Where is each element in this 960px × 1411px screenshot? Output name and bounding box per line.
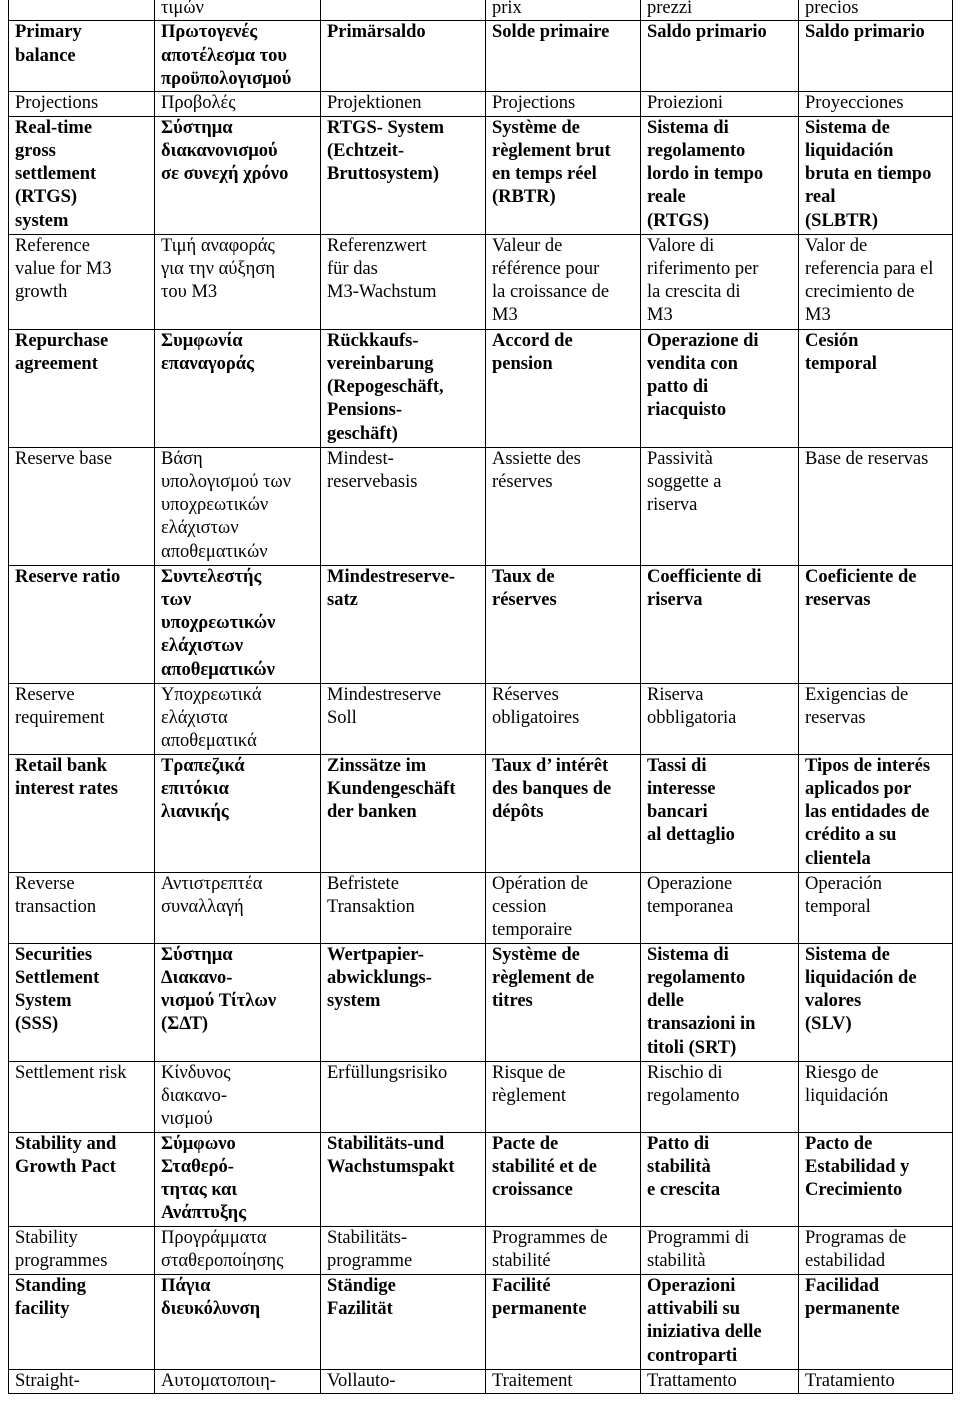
spanish-term-cell: Operación temporal [799,872,953,943]
table-row [9,1226,953,1274]
german-term-cell: Mindest- reservebasis [321,447,486,565]
spanish-term-cell: Riesgo de liquidación [799,1061,953,1132]
spanish-term-cell: Pacto de Estabilidad y Crecimiento [799,1132,953,1226]
table-row [9,754,953,872]
english-term-cell: Straight- [9,1369,155,1393]
english-term-cell: Repurchase agreement [9,329,155,447]
german-term-cell: Erfüllungsrisiko [321,1061,486,1132]
spanish-term-cell: Valor de referencia para el crecimiento de M3 [799,234,953,329]
english-term-cell: Reference value for M3 growth [9,234,155,329]
table-row [9,943,953,1061]
english-term-cell: Retail bank interest rates [9,754,155,872]
italian-term-cell: Coefficiente di riserva [641,565,799,683]
english-term-cell: Reserve base [9,447,155,565]
italian-term-cell: Patto di stabilità e crescita [641,1132,799,1226]
greek-term-cell: Προβολές [155,92,321,116]
english-term-cell: Real-time gross settlement (RTGS) system [9,116,155,234]
english-term-cell: Reverse transaction [9,872,155,943]
greek-term-cell: Βάση υπολογισμού των υποχρεωτικών ελάχιστων αποθεματικών [155,447,321,565]
french-term-cell: Accord de pension [486,329,641,447]
italian-term-cell: Programmi di stabilità [641,1226,799,1274]
french-term-cell: Facilité permanente [486,1274,641,1369]
italian-term-cell: Valore di riferimento per la crescita di M3 [641,234,799,329]
english-term-cell: Stability programmes [9,1226,155,1274]
greek-term-cell: Αυτοματοποιη- [155,1369,321,1393]
italian-term-cell: Sistema di regolamento delle transazioni in titoli (SRT) [641,943,799,1061]
german-term-cell [321,0,486,21]
greek-term-cell: Σύμφωνο Σταθερό- τητας και Ανάπτυξης [155,1132,321,1226]
spanish-term-cell: Programas de estabilidad [799,1226,953,1274]
french-term-cell: Système de règlement brut en temps réel (RBTR) [486,116,641,234]
greek-term-cell: Υποχρεωτικά ελάχιστα αποθεματικά [155,683,321,754]
table-row [9,234,953,329]
french-term-cell: Taux d’ intérêt des banques de dépôts [486,754,641,872]
german-term-cell: Zinssätze im Kundengeschäft der banken [321,754,486,872]
italian-term-cell: Trattamento [641,1369,799,1393]
italian-term-cell: Passività soggette a riserva [641,447,799,565]
french-term-cell: Traitement [486,1369,641,1393]
table-row [9,447,953,565]
table-row [9,92,953,116]
spanish-term-cell: Tratamiento [799,1369,953,1393]
french-term-cell: Risque de règlement [486,1061,641,1132]
greek-term-cell: Συμφωνία επαναγοράς [155,329,321,447]
italian-term-cell: prezzi [641,0,799,21]
greek-term-cell: Συντελεστής των υποχρεωτικών ελάχιστων αποθεματικών [155,565,321,683]
german-term-cell: Referenzwert für das M3-Wachstum [321,234,486,329]
glossary-table [8,0,953,1394]
greek-term-cell: τιμών [155,0,321,21]
english-term-cell: Primary balance [9,21,155,92]
spanish-term-cell: Exigencias de reservas [799,683,953,754]
spanish-term-cell: Saldo primario [799,21,953,92]
greek-term-cell: Τραπεζικά επιτόκια λιανικής [155,754,321,872]
german-term-cell: Wertpapier- abwicklungs- system [321,943,486,1061]
english-term-cell: Stability and Growth Pact [9,1132,155,1226]
spanish-term-cell: Sistema de liquidación de valores (SLV) [799,943,953,1061]
french-term-cell: Assiette des réserves [486,447,641,565]
german-term-cell: Ständige Fazilität [321,1274,486,1369]
italian-term-cell: Riserva obbligatoria [641,683,799,754]
table-row [9,329,953,447]
spanish-term-cell: Sistema de liquidación bruta en tiempo real (SLBTR) [799,116,953,234]
french-term-cell: Pacte de stabilité et de croissance [486,1132,641,1226]
spanish-term-cell: Cesión temporal [799,329,953,447]
italian-term-cell: Tassi di interesse bancari al dettaglio [641,754,799,872]
table-row [9,21,953,92]
english-term-cell: Standing facility [9,1274,155,1369]
table-row [9,1061,953,1132]
italian-term-cell: Sistema di regolamento lordo in tempo reale (RTGS) [641,116,799,234]
english-term-cell: Projections [9,92,155,116]
italian-term-cell: Proiezioni [641,92,799,116]
spanish-term-cell: Proyecciones [799,92,953,116]
table-row [9,1274,953,1369]
table-row [9,116,953,234]
german-term-cell: Befristete Transaktion [321,872,486,943]
german-term-cell: Stabilitäts-und Wachstumspakt [321,1132,486,1226]
german-term-cell: Mindestreserve- satz [321,565,486,683]
spanish-term-cell: Facilidad permanente [799,1274,953,1369]
french-term-cell: Taux de réserves [486,565,641,683]
german-term-cell: Stabilitäts- programme [321,1226,486,1274]
table-row [9,1369,953,1393]
greek-term-cell: Σύστημα διακανονισμού σε συνεχή χρόνο [155,116,321,234]
italian-term-cell: Operazione di vendita con patto di riacquisto [641,329,799,447]
greek-term-cell: Σύστημα Διακανο- νισμού Τίτλων (ΣΔΤ) [155,943,321,1061]
german-term-cell: Projektionen [321,92,486,116]
german-term-cell: Primärsaldo [321,21,486,92]
french-term-cell: Réserves obligatoires [486,683,641,754]
italian-term-cell: Operazione temporanea [641,872,799,943]
english-term-cell: Settlement risk [9,1061,155,1132]
english-term-cell: Reserve ratio [9,565,155,683]
spanish-term-cell: precios [799,0,953,21]
german-term-cell: Mindestreserve Soll [321,683,486,754]
spanish-term-cell: Base de reservas [799,447,953,565]
german-term-cell: RTGS- System (Echtzeit- Bruttosystem) [321,116,486,234]
english-term-cell: Reserve requirement [9,683,155,754]
greek-term-cell: Προγράμματα σταθεροποίησης [155,1226,321,1274]
table-row [9,1132,953,1226]
english-term-cell [9,0,155,21]
spanish-term-cell: Tipos de interés aplicados por las entidades de crédito a su clientela [799,754,953,872]
french-term-cell: Valeur de référence pour la croissance de M3 [486,234,641,329]
table-row [9,565,953,683]
table-row [9,683,953,754]
greek-term-cell: Κίνδυνος διακανο- νισμού [155,1061,321,1132]
greek-term-cell: Πρωτογενές αποτέλεσμα του προϋπολογισμού [155,21,321,92]
german-term-cell: Vollauto- [321,1369,486,1393]
italian-term-cell: Operazioni attivabili su iniziativa delle controparti [641,1274,799,1369]
french-term-cell: Programmes de stabilité [486,1226,641,1274]
french-term-cell: Opération de cession temporaire [486,872,641,943]
greek-term-cell: Πάγια διευκόλυνση [155,1274,321,1369]
english-term-cell: Securities Settlement System (SSS) [9,943,155,1061]
italian-term-cell: Rischio di regolamento [641,1061,799,1132]
french-term-cell: Solde primaire [486,21,641,92]
glossary-body [9,0,953,1394]
french-term-cell: Système de règlement de titres [486,943,641,1061]
greek-term-cell: Αντιστρεπτέα συναλλαγή [155,872,321,943]
french-term-cell: Projections [486,92,641,116]
table-row [9,0,953,21]
greek-term-cell: Τιμή αναφοράς για την αύξηση του M3 [155,234,321,329]
table-row [9,872,953,943]
german-term-cell: Rückkaufs- vereinbarung (Repogeschäft, Pensions- geschäft) [321,329,486,447]
italian-term-cell: Saldo primario [641,21,799,92]
french-term-cell: prix [486,0,641,21]
spanish-term-cell: Coeficiente de reservas [799,565,953,683]
